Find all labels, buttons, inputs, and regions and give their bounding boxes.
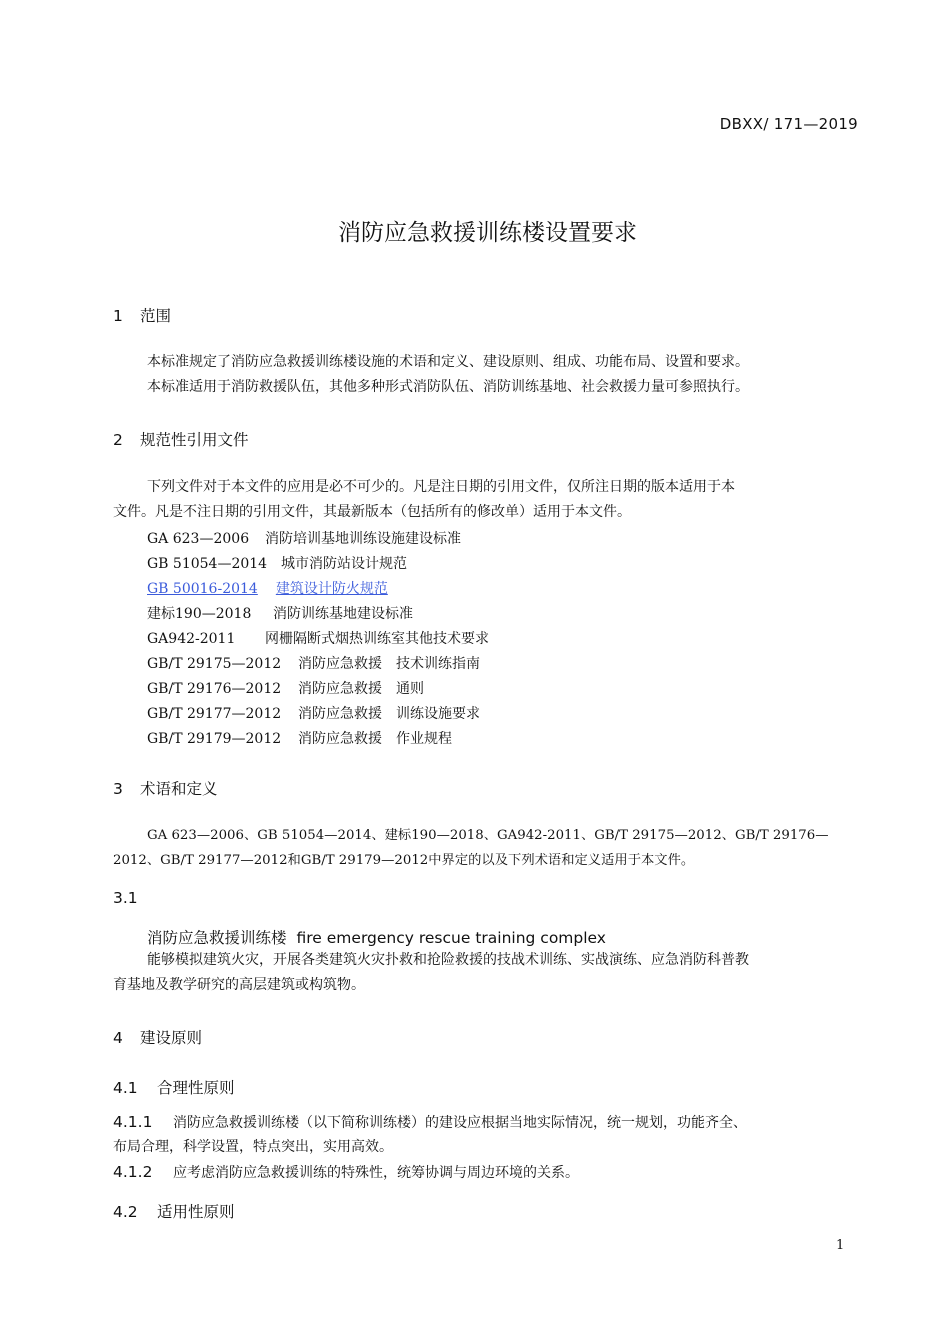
- reference-name: 消防应急救援 技术训练指南: [298, 656, 480, 672]
- page-title: 消防应急救援训练楼设置要求: [338, 220, 637, 246]
- reference-code: 建标190—2018: [147, 606, 252, 622]
- section-title: 范围: [140, 307, 172, 325]
- reference-name: 消防应急救援 作业规程: [298, 731, 452, 747]
- reference-name: 消防培训基地训练设施建设标准: [265, 531, 461, 547]
- subsection-title: 适用性原则: [157, 1203, 235, 1221]
- clause-4-1-2: [113, 1160, 579, 1186]
- reference-item: [147, 728, 452, 748]
- page-number: 1: [836, 1238, 845, 1253]
- subsection-title: 合理性原则: [157, 1079, 235, 1097]
- reference-item: [147, 553, 407, 573]
- reference-name: 消防训练基地建设标准: [273, 606, 413, 622]
- section-2-heading: [113, 428, 249, 450]
- section-1-heading: [113, 304, 171, 326]
- section-title: 规范性引用文件: [140, 431, 249, 449]
- reference-name: 消防应急救援 训练设施要求: [298, 706, 480, 722]
- subsection-number: 4.2: [113, 1203, 138, 1221]
- paragraph-line: GA 623—2006、GB 51054—2014、建标190—2018、GA942-2011、GB/T 29175—2012、GB/T 29176—: [147, 828, 829, 843]
- reference-name: 网栅隔断式烟热训练室其他技术要求: [265, 631, 489, 647]
- paragraph: 本标准规定了消防应急救援训练楼设施的术语和定义、建设原则、组成、功能布局、设置和要求。: [147, 354, 749, 370]
- document-number: DBXX/ 171—2019: [719, 115, 858, 133]
- clause-number: 4.1.2: [113, 1163, 153, 1181]
- reference-code: GB/T 29175—2012: [147, 656, 282, 672]
- reference-item-link[interactable]: [147, 578, 388, 598]
- reference-code: GB 51054—2014: [147, 556, 268, 572]
- reference-code: GB/T 29177—2012: [147, 706, 282, 722]
- reference-item: [147, 653, 480, 673]
- paragraph-line: 2012、GB/T 29177—2012和GB/T 29179—2012中界定的以及下列术语和定义适用于本文件。: [113, 853, 695, 868]
- reference-item: [147, 703, 480, 723]
- clause-number: 4.1.1: [113, 1113, 153, 1131]
- paragraph-line: 下列文件对于本文件的应用是必不可少的。凡是注日期的引用文件，仅所注日期的版本适用于本: [147, 479, 735, 495]
- reference-name-link[interactable]: 建筑设计防火规范: [275, 581, 388, 597]
- section-4-heading: [113, 1026, 202, 1048]
- reference-name: 消防应急救援 通则: [298, 681, 424, 697]
- definition-line: 育基地及教学研究的高层建筑或构筑物。: [113, 977, 365, 993]
- section-title: 术语和定义: [140, 780, 218, 798]
- clause-line: 布局合理，科学设置，特点突出，实用高效。: [113, 1139, 393, 1155]
- reference-code: GA942-2011: [147, 631, 236, 647]
- section-number: 3: [113, 780, 123, 798]
- term-chinese: 消防应急救援训练楼: [147, 929, 287, 947]
- reference-code: GB/T 29176—2012: [147, 681, 282, 697]
- section-number: 1: [113, 307, 123, 325]
- reference-item: [147, 528, 461, 548]
- reference-code: GA 623—2006: [147, 531, 250, 547]
- reference-item: [147, 678, 424, 698]
- clause-text: 应考虑消防应急救援训练的特殊性，统筹协调与周边环境的关系。: [173, 1165, 579, 1181]
- paragraph-line: 文件。凡是不注日期的引用文件，其最新版本（包括所有的修改单）适用于本文件。: [113, 504, 631, 520]
- reference-name: 城市消防站设计规范: [281, 556, 407, 572]
- reference-code: GB/T 29179—2012: [147, 731, 282, 747]
- paragraph: 本标准适用于消防救援队伍，其他多种形式消防队伍、消防训练基地、社会救援力量可参照执行。: [147, 379, 749, 395]
- term-english: fire emergency rescue training complex: [296, 929, 606, 947]
- section-number: 2: [113, 431, 123, 449]
- subsection-number: 4.1: [113, 1079, 138, 1097]
- subsection-4-1-heading: [113, 1076, 235, 1098]
- subsection-4-2-heading: [113, 1200, 235, 1222]
- clause-4-1-1: [113, 1110, 747, 1136]
- reference-item: [147, 628, 489, 648]
- subsection-3-1-number: 3.1: [113, 889, 138, 907]
- term-entry: [147, 926, 606, 948]
- clause-text: 消防应急救援训练楼（以下简称训练楼）的建设应根据当地实际情况，统一规划，功能齐全、: [173, 1115, 747, 1131]
- section-title: 建设原则: [140, 1029, 203, 1047]
- reference-code-link[interactable]: GB 50016-2014: [147, 581, 258, 597]
- definition-line: 能够模拟建筑火灾，开展各类建筑火灾扑救和抢险救援的技战术训练、实战演练、应急消防科普教: [147, 952, 749, 968]
- reference-item: [147, 603, 413, 623]
- section-number: 4: [113, 1029, 123, 1047]
- section-3-heading: [113, 777, 218, 799]
